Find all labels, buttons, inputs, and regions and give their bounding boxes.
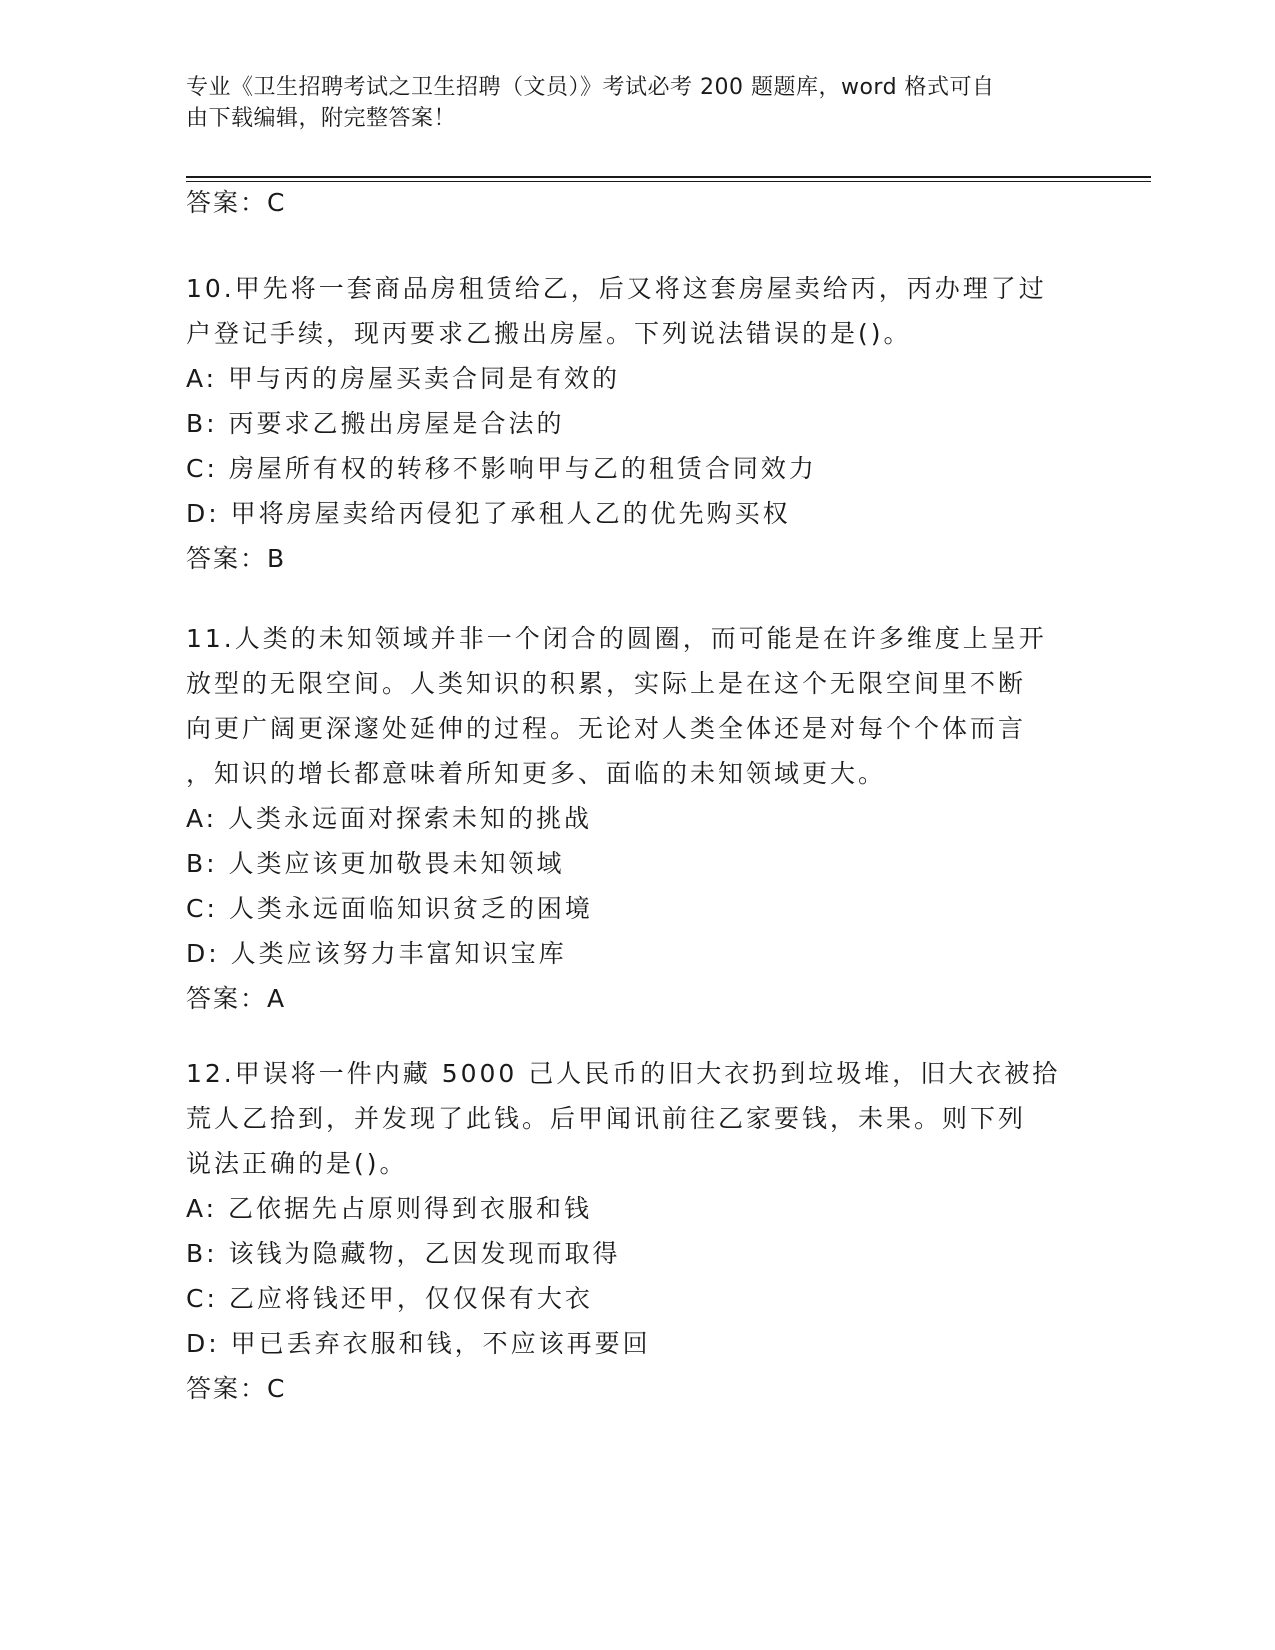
question-stem-line: 12.甲误将一件内藏 5000 己人民币的旧大衣扔到垃圾堆，旧大衣被拾 [186, 1059, 1061, 1088]
option-b: B: 丙要求乙搬出房屋是合法的 [186, 409, 565, 438]
question-stem-line: 11.人类的未知领域并非一个闭合的圆圈，而可能是在许多维度上呈开 [186, 624, 1047, 653]
previous-answer-block [186, 180, 1066, 225]
option-c: C: 乙应将钱还甲，仅仅保有大衣 [186, 1284, 593, 1313]
answer: 答案：B [186, 544, 287, 573]
option-a: A: 人类永远面对探索未知的挑战 [186, 804, 593, 833]
question-stem-line: 10.甲先将一套商品房租赁给乙，后又将这套房屋卖给丙，丙办理了过 [186, 274, 1047, 303]
option-d: D: 甲已丢弃衣服和钱，不应该再要回 [186, 1329, 651, 1358]
option-d: D: 人类应该努力丰富知识宝库 [186, 939, 567, 968]
option-a: A: 甲与丙的房屋买卖合同是有效的 [186, 364, 621, 393]
header-line-2: 由下载编辑，附完整答案！ [186, 106, 457, 131]
option-d: D: 甲将房屋卖给丙侵犯了承租人乙的优先购买权 [186, 499, 791, 528]
header-rule-thick [186, 176, 1151, 178]
question-stem-line: 户登记手续，现丙要求乙搬出房屋。下列说法错误的是()。 [186, 319, 912, 348]
answer: 答案：A [186, 984, 287, 1013]
question-stem-line: 说法正确的是()。 [186, 1149, 408, 1178]
question-stem-line: 荒人乙拾到，并发现了此钱。后甲闻讯前往乙家要钱，未果。则下列 [186, 1104, 1027, 1133]
header-line-1: 专业《卫生招聘考试之卫生招聘（文员）》考试必考 200 题题库，word 格式可自 [186, 75, 995, 100]
question-11 [186, 616, 1066, 1021]
question-stem-line: 放型的无限空间。人类知识的积累，实际上是在这个无限空间里不断 [186, 669, 1027, 698]
option-a: A: 乙依据先占原则得到衣服和钱 [186, 1194, 593, 1223]
previous-answer: 答案：C [186, 188, 287, 217]
document-header [186, 72, 1066, 134]
option-b: B: 人类应该更加敬畏未知领域 [186, 849, 565, 878]
question-12 [186, 1051, 1066, 1411]
option-c: C: 房屋所有权的转移不影响甲与乙的租赁合同效力 [186, 454, 817, 483]
option-b: B: 该钱为隐藏物，乙因发现而取得 [186, 1239, 621, 1268]
question-stem-line: 向更广阔更深邃处延伸的过程。无论对人类全体还是对每个个体而言 [186, 714, 1027, 743]
question-10 [186, 266, 1066, 581]
question-stem-line: ，知识的增长都意味着所知更多、面临的未知领域更大。 [186, 759, 887, 788]
option-c: C: 人类永远面临知识贫乏的困境 [186, 894, 593, 923]
answer: 答案：C [186, 1374, 287, 1403]
